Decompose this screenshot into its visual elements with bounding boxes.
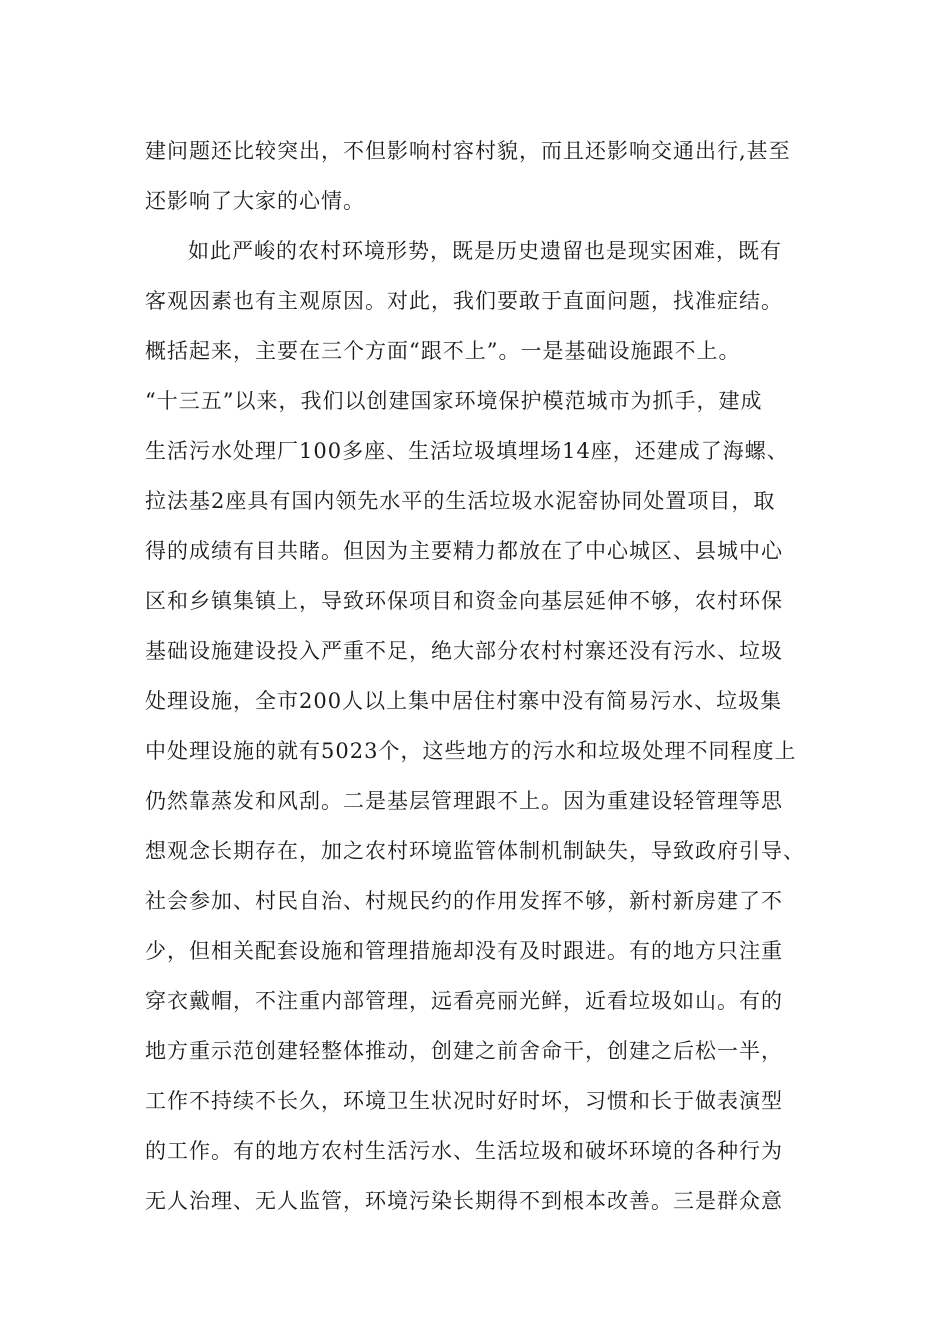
text-line: 处理设施，全市200人以上集中居住村寨中没有简易污水、垃圾集: [145, 689, 783, 713]
text-line: 仍然靠蒸发和风刮。二是基层管理跟不上。因为重建设轻管理等思: [145, 789, 783, 813]
text-line: 想观念长期存在，加之农村环境监管体制机制缺失，导致政府引导、: [145, 839, 805, 863]
text-line: 社会参加、村民自治、村规民约的作用发挥不够，新村新房建了不: [145, 889, 783, 913]
text-line: 拉法基2座具有国内领先水平的生活垃圾水泥窑协同处置项目，取: [145, 489, 776, 513]
paragraph-first-line: 如此严峻的农村环境形势，既是历史遗留也是现实困难，既有: [188, 239, 782, 263]
text-line: 无人治理、无人监管，环境污染长期得不到根本改善。三是群众意: [145, 1189, 783, 1213]
text-line: 还影响了大家的心情。: [145, 189, 365, 213]
text-line: 得的成绩有目共睹。但因为主要精力都放在了中心城区、县城中心: [145, 539, 783, 563]
text-line: 中处理设施的就有5023个，这些地方的污水和垃圾处理不同程度上: [145, 739, 797, 763]
text-line: 穿衣戴帽，不注重内部管理，远看亮丽光鲜，近看垃圾如山。有的: [145, 989, 783, 1013]
text-line: “十三五”以来，我们以创建国家环境保护模范城市为抓手，建成: [145, 389, 763, 413]
text-line: 概括起来，主要在三个方面“跟不上”。一是基础设施跟不上。: [145, 339, 741, 363]
text-line: 少，但相关配套设施和管理措施却没有及时跟进。有的地方只注重: [145, 939, 783, 963]
text-line: 地方重示范创建轻整体推动，创建之前舍命干，创建之后松一半，: [145, 1039, 783, 1063]
text-line: 的工作。有的地方农村生活污水、生活垃圾和破坏环境的各种行为: [145, 1139, 783, 1163]
text-line: 生活污水处理厂100多座、生活垃圾填埋场14座，还建成了海螺、: [145, 439, 789, 463]
text-line: 建问题还比较突出，不但影响村容村貌，而且还影响交通出行,甚至: [145, 139, 791, 163]
text-line: 基础设施建设投入严重不足，绝大部分农村村寨还没有污水、垃圾: [145, 639, 783, 663]
text-line: 区和乡镇集镇上，导致环保项目和资金向基层延伸不够，农村环保: [145, 589, 783, 613]
text-line: 工作不持续不长久，环境卫生状况时好时坏，习惯和长于做表演型: [145, 1089, 783, 1113]
text-line: 客观因素也有主观原因。对此，我们要敢于直面问题，找准症结。: [145, 289, 783, 313]
